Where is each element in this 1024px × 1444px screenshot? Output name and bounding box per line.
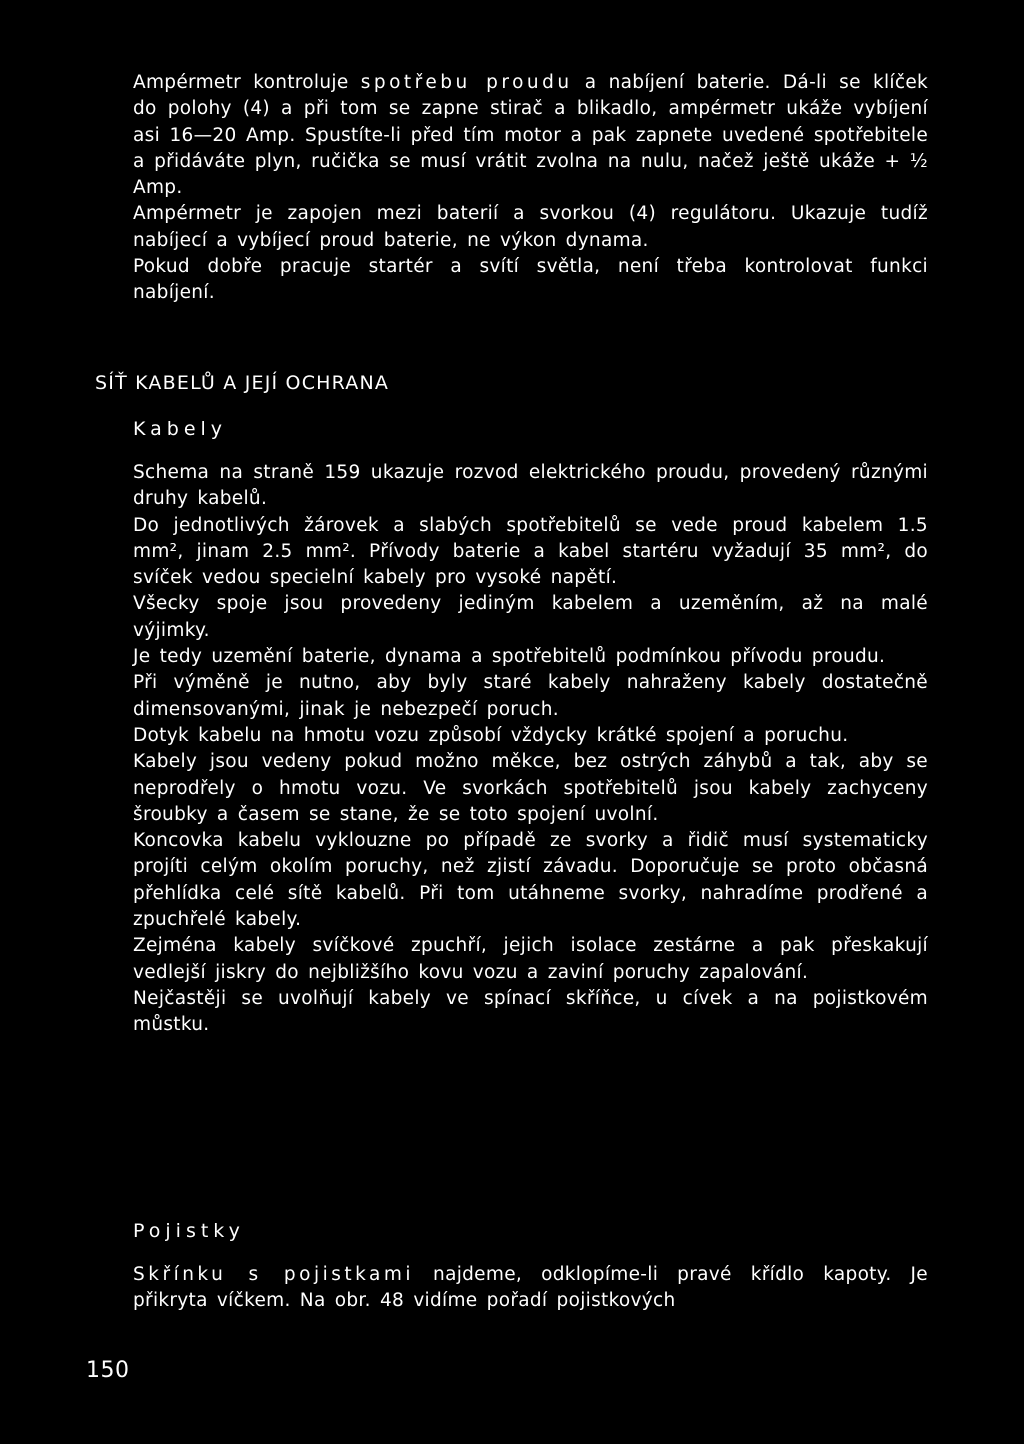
pojistky-paragraph: Skřínku s pojistkami najdeme, odklopíme-li pravé křídlo kapoty. Je přikryta víčkem. Na obr. 48 vidíme pořadí pojistkových <box>133 1264 928 1312</box>
kabely-paragraph: Při výměně je nutno, aby byly staré kabely nahraženy kabely dostatečně dimensovanými, jinak je nebezpečí poruch. <box>133 672 928 720</box>
kabely-paragraph: Koncovka kabelu vyklouzne po případě ze svorky a řidič musí systematicky projíti celým okolím poruchy, než zjistí závadu. Doporučuje se proto občasná přehlídka celé sítě kabelů. Při tom utáhneme svorky, nahradíme prodřené a zpuchřelé kabely. <box>133 830 928 931</box>
kabely-paragraph: Kabely jsou vedeny pokud možno měkce, bez ostrých záhybů a tak, aby se neprodřely o hmotu vozu. Ve svorkách spotřebitelů jsou kabely zachyceny šroubky a časem se stane, že se toto spojení uvolní. <box>133 751 928 825</box>
kabely-paragraphs <box>133 460 928 1039</box>
kabely-paragraph: Všecky spoje jsou provedeny jediným kabelem a uzeměním, až na malé výjimky. <box>133 593 928 641</box>
spaced-emphasis: spotřebu proudu <box>360 72 573 93</box>
intro-paragraph-1: Ampérmetr kontroluje spotřebu proudu a nabíjení baterie. Dá-li se klíček do polohy (4) a při tom se zapne stirač a blikadlo, ampérmetr ukáže vybíjení asi 16—20 Amp. Spustíte-li před tím motor a pak zapnete uvedené spotřebitele a přidáváte plyn, ručička se musí vrátit zvolna na nulu, načež ještě ukáže + ½ Amp. <box>133 72 929 199</box>
pojistky-block <box>133 1220 928 1315</box>
kabely-paragraph: Schema na straně 159 ukazuje rozvod elektrického proudu, provedený různými druhy kabelů. <box>133 462 928 510</box>
page-number: 150 <box>86 1358 130 1383</box>
spaced-emphasis: Skřínku s pojistkami <box>133 1264 415 1285</box>
intro-block <box>133 70 928 307</box>
section-heading: SÍŤ KABELŮ A JEJÍ OCHRANA <box>95 372 390 394</box>
intro-paragraph-2: Ampérmetr je zapojen mezi baterií a svorkou (4) regulátoru. Ukazuje tudíž nabíjecí a vybíjecí proud baterie, ne výkon dynama. <box>133 203 928 251</box>
subheading-pojistky: Pojistky <box>133 1220 245 1242</box>
kabely-paragraph: Je tedy uzemění baterie, dynama a spotřebitelů podmínkou přívodu proudu. <box>133 646 886 668</box>
kabely-paragraph: Nejčastěji se uvolňují kabely ve spínací skříňce, u cívek a na pojistkovém můstku. <box>133 987 928 1036</box>
kabely-paragraph: Do jednotlivých žárovek a slabých spotřebitelů se vede proud kabelem 1.5 mm², jinam 2.5 mm². Přívody baterie a kabel startéru vyžadují 35 mm², do svíček vedou specielní kabely pro vysoké napětí. <box>133 514 928 589</box>
intro-paragraph-3: Pokud dobře pracuje startér a svítí světla, není třeba kontrolovat funkci nabíjení. <box>133 256 928 304</box>
kabely-paragraph: Zejména kabely svíčkové zpuchří, jejich isolace zestárne a pak přeskakují vedlejší jiskry do nejbližšího kovu vozu a zaviní poruchy zapalování. <box>133 935 928 983</box>
kabely-block <box>133 418 928 1039</box>
subheading-kabely: Kabely <box>133 418 228 440</box>
kabely-paragraph: Dotyk kabelu na hmotu vozu způsobí vždycky krátké spojení a poruchu. <box>133 724 849 746</box>
